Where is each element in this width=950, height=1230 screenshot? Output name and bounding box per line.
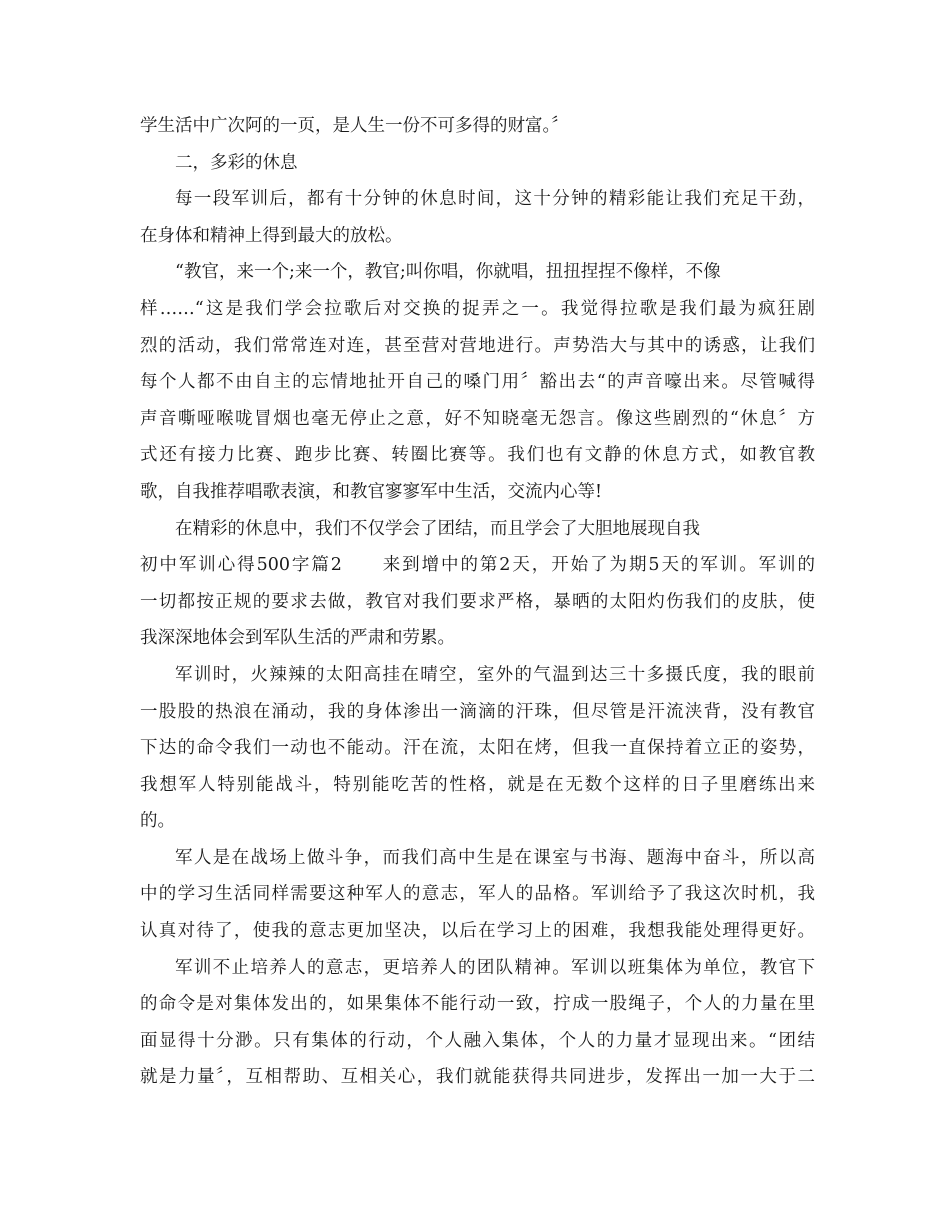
text-line: 面显得十分渺。只有集体的行动，个人融入集体，个人的力量才显现出来。“团结 xyxy=(140,1030,815,1051)
text-line: 一切都按正规的要求去做，教官对我们要求严格，暴晒的太阳灼伤我们的皮肤，使 xyxy=(140,591,815,612)
text-line: 烈的活动，我们常常连对连，甚至营对营地进行。声势浩大与其中的诱惑，让我们 xyxy=(140,335,815,356)
text-line: 歌，自我推荐唱歌表演，和教官寥寥军中生活，交流内心等! xyxy=(140,481,603,502)
text-line: 声音嘶哑喉咙冒烟也毫无停止之意，好不知晓毫无怨言。像这些剧烈的“休息〞方 xyxy=(140,408,815,429)
text-line: 在身体和精神上得到最大的放松。 xyxy=(140,225,403,246)
text-line: 就是力量〞，互相帮助、互相关心，我们就能获得共同进步，发挥出一加一大于二 xyxy=(140,1067,815,1088)
text-line: 下达的命令我们一动也不能动。汗在流，太阳在烤，但我一直保持着立正的姿势， xyxy=(140,738,815,759)
section-heading: 二，多彩的休息 xyxy=(175,152,298,173)
text-line: 我想军人特别能战斗，特别能吃苦的性格，就是在无数个这样的日子里磨练出来 xyxy=(140,774,815,795)
document-body xyxy=(140,108,815,1096)
text-line: 的命令是对集体发出的，如果集体不能行动一致，拧成一股绳子，个人的力量在里 xyxy=(140,994,815,1015)
text-line: 的。 xyxy=(140,811,175,832)
text-line: 式还有接力比赛、跑步比赛、转圈比赛等。我们也有文静的休息方式，如教官教 xyxy=(140,445,815,466)
text-line: 认真对待了，使我的意志更加坚决，以后在学习上的困难，我想我能处理得更好。 xyxy=(140,921,815,942)
text-line: 每个人都不由自主的忘情地扯开自己的嗓门用〞豁出去“的声音嚎出来。尽管喊得 xyxy=(140,372,815,393)
text-line: 中的学习生活同样需要这种军人的意志，军人的品格。军训给予了我这次时机，我 xyxy=(140,884,815,905)
text-line: 在精彩的休息中，我们不仅学会了团结，而且学会了大胆地展现自我 xyxy=(175,518,700,539)
text-line: 军人是在战场上做斗争，而我们高中生是在课室与书海、题海中奋斗，所以高 xyxy=(175,847,815,868)
text-line: 军训时，火辣辣的太阳高挂在晴空，室外的气温到达三十多摄氏度，我的眼前 xyxy=(175,664,815,685)
text-line: 初中军训心得500字篇2 来到增中的第2天，开始了为期5天的军训。军训的 xyxy=(140,555,815,576)
text-line: 一股股的热浪在涌动，我的身体渗出一滴滴的汗珠，但尽管是汗流浃背，没有教官 xyxy=(140,701,815,722)
text-line: 我深深地体会到军队生活的严肃和劳累。 xyxy=(140,628,455,649)
text-line: 学生活中广次阿的一页，是人生一份不可多得的财富。〞 xyxy=(140,116,569,136)
text-line: 样……“这是我们学会拉歌后对交换的捉弄之一。我觉得拉歌是我们最为疯狂剧 xyxy=(140,298,815,319)
text-line: 每一段军训后，都有十分钟的休息时间，这十分钟的精彩能让我们充足干劲， xyxy=(175,189,815,210)
text-line: “教官，来一个;来一个，教官;叫你唱，你就唱，扭扭捏捏不像样，不像 xyxy=(175,262,721,283)
text-line: 军训不止培养人的意志，更培养人的团队精神。军训以班集体为单位，教官下 xyxy=(175,957,815,978)
